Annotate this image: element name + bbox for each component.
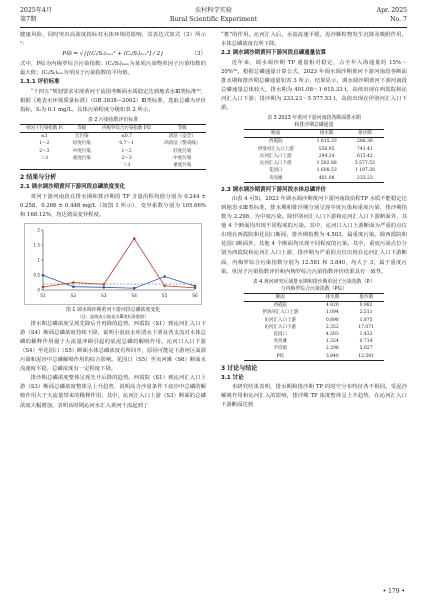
header-date: 2025年4月: [20, 7, 53, 14]
x-tick-label: S2: [70, 293, 77, 299]
series-line: [43, 239, 195, 288]
section-heading: 2 结果与分析: [20, 174, 57, 182]
section-heading: 2.3 调水调沙期黄河下游河段水体总磷评价: [221, 186, 327, 193]
table-row: [244, 167, 384, 174]
table-cell: 12.581: [358, 353, 374, 359]
table-cell: 沁河汇入口下游: [260, 161, 292, 167]
table-cell: 轻度污染: [72, 141, 91, 147]
table-cell: 1.324: [325, 339, 339, 345]
table4-caption: 表 4 黄河研究区域排水期和排沙期单因子污染指数（Pᵢ）: [252, 278, 376, 285]
table-cell: 夹河滩: [269, 175, 283, 181]
y-tick-label: 0.5: [33, 272, 40, 278]
table-header-cell: 排沙期: [348, 294, 384, 302]
table-row: [244, 175, 384, 183]
table-row: [244, 146, 384, 153]
section-heading: 3 讨论与结论: [221, 364, 258, 372]
table-cell: 4.503: [325, 332, 339, 338]
paragraph: 由表 4 可知，2023 年调水调沙期黄河下游河南段沿程TP 水质不能稳定达到地表水Ⅲ类标准。排水期和排沙期分别呈现中度污染和重度污染，排沙期指数为 2.298，为中度污染。除伊洛河汇入口下游和沁河汇入口下游断面外，其他 4 个断面均出现不同程度的污染。其中，沁河口入口上游断面为严重的点位出现在西霞院和花园口断面，排沙期指数为 4.503，属重度污染。除西霞院和花园口断面外，其他 4 个断面均出现不同程度的污染。其中，重度污染点位分别为西霞院和沁河汇入口上游，排沙期为严重的点位出现在沁河汇入口下游断面，内梅罗综合污染指数分别为 12.581 和 3.840，均大于 3，属于重度污染。单因子污染指数评价和内梅罗综合污染指数评价结果具有一致性。: [221, 196, 407, 275]
table-row: [244, 338, 384, 345]
table-header-cell: 内梅罗综合污染指数 P综: [95, 125, 159, 133]
table-cell: 轻度污染: [173, 148, 192, 154]
line-chart: [25, 224, 201, 304]
table-cell: 4.920: [325, 303, 339, 309]
table2: [20, 124, 206, 170]
paragraph: “十四五”规划要求实现黄河干流国考断面水质稳定达到地表水Ⅲ类标准¹⁰，根据《地表水环境质量标准》（GB 3838—2002）Ⅲ类标准，选取总磷为评价指标，Sᵢ为 0.1 mg/L，具体污染程度分级如表 2 所示。: [20, 88, 206, 113]
table-cell: 294.24: [318, 153, 335, 159]
table-cell: 1～2: [121, 148, 132, 154]
data-point: [42, 274, 45, 277]
y-tick-label: 1: [37, 257, 40, 263]
table-cell: 0.714: [359, 339, 373, 345]
table-cell: 2.352: [325, 324, 339, 330]
data-point: [163, 275, 166, 278]
table-cell: 沁河汇入口上游: [264, 317, 296, 323]
table-cell: ＞3: [122, 163, 131, 169]
table-header-cell: 单因子污染指数 Pᵢ: [20, 125, 69, 133]
paragraph: 排水期总磷浓度呈现先降后升再降的趋势。西霞院（S1）到沁河汇入口下游（S4）断面总磷浓度持续下降，说明小浪底水库清水下泄及各支流对水体总磷的稀释作用强于大流量冲刷引起的底泥总磷的解吸作用。沁河口入口下游（S4）至花园口（S5）断面水体总磷浓度有所回升，原因可能是下游河区面源污染和泥沙中总磷解吸作用的综合影响。花园口（S5）至夹河滩（S6）断面水流速度平稳，总磷浓度有一定程度下降。: [20, 321, 206, 373]
table-cell: 3.840: [325, 353, 339, 359]
table-header-cell: 等级: [69, 125, 95, 133]
data-point: [133, 287, 136, 290]
table-cell: 0.982: [359, 303, 373, 309]
table-row: [244, 302, 384, 310]
table-cell: ＞3: [40, 155, 48, 161]
table-cell: 清洁（安全）: [168, 134, 196, 140]
table-cell: 西霞院: [269, 139, 283, 145]
section-heading: 2.2 调水调沙期黄河下游河段总磷通量估算: [221, 50, 327, 57]
table-cell: 花园口: [273, 332, 287, 338]
paragraph: 黄河下游河南段在排水期和排沙期的 TP 含量沿程均值分别为 0.244 ± 0.258、0.266 ± 0.448 mg/L（如图 1 所示），变异系数分别为 105.66% 和 168.12%，均达到高变异程度。: [20, 193, 206, 218]
table-cell: 中度污染: [173, 155, 192, 161]
table-header-cell: 断面: [244, 130, 308, 138]
table-cell: 沁河汇入口上游: [260, 153, 292, 159]
table-cell: 2.298: [325, 346, 339, 352]
table3-caption-line2: 和排沙期总磷通量: [294, 122, 334, 129]
paragraph: 式中，P综为内梅罗综合污染指数；(Cᵢ/Sᵢ)ₘₐₓ为某项污染物单因子污染指数的最大值；(Cᵢ/Sᵢ)ₐᵥₑ为单因子污染指数的平均值。: [20, 61, 206, 77]
table-row: [20, 162, 206, 170]
table-header-cell: 断面: [244, 294, 316, 302]
y-tick-label: 2: [37, 227, 40, 233]
data-point: [103, 286, 106, 289]
table-cell: 无污染: [74, 134, 89, 140]
x-tick-label: S6: [192, 293, 198, 299]
figure1-note: （注：虚线表示地表水Ⅲ类标准限值）: [77, 314, 149, 320]
table-cell: 夹河滩: [273, 339, 287, 345]
table-cell: 233.23: [357, 175, 373, 181]
table-cell: 1 608.53: [316, 168, 337, 174]
table-cell: 沁河汇入口下游: [264, 324, 296, 330]
table-row: [244, 345, 384, 352]
table-row: [20, 133, 206, 141]
table-cell: 2.511: [359, 310, 373, 316]
table-row: [244, 160, 384, 167]
figure1-caption: 图 1 调水调沙期黄河下游河段总磷浓度变化: [65, 306, 161, 313]
table-cell: 花园口: [269, 168, 283, 174]
table3-caption: 表 3 2023 年黄河下游河南段各断面排水期: [267, 114, 361, 121]
table-row: [20, 140, 206, 147]
data-point: [194, 286, 197, 289]
table4: [244, 293, 384, 361]
right-column: [221, 31, 407, 411]
table-row: [20, 155, 206, 162]
data-point: [72, 285, 75, 288]
table-header-cell: 排水期: [308, 130, 346, 138]
table-cell: 5 577.53: [354, 161, 375, 167]
x-tick-label: S1: [40, 293, 46, 299]
table-cell: 1～2: [39, 141, 50, 147]
paragraph: “蓄”的作用。沁河汇入后，水流流速平缓，泥沙颗粒物发生沉降及吸附作用，水体总磷浓度有所下降。: [221, 32, 407, 48]
left-column: [20, 31, 206, 411]
table-cell: 重度污染: [173, 163, 192, 169]
table-row: [244, 153, 384, 160]
table-cell: 中度污染: [72, 148, 91, 154]
header-rule: [20, 27, 407, 28]
table-cell: [20, 162, 69, 170]
table-header-cell: 排水期: [316, 294, 348, 302]
header-date-en: Apr. 2025: [376, 7, 407, 14]
table-row: [244, 138, 384, 146]
table-cell: 2～3: [121, 155, 132, 161]
x-tick-label: S4: [131, 293, 137, 299]
paragraph: 本研究结果表明，排水期和排沙期 TP 的时空分布特征各不相同。受泥沙解吸作用和沁河汇入的影响，排沙期 TP 浓度整体呈上升趋势，在沁河汇入口下游断面达到: [221, 384, 407, 409]
table-cell: 556.93: [318, 146, 335, 152]
header-issue-en: No. 7: [390, 16, 407, 23]
table-cell: 5.027: [359, 346, 373, 352]
data-point: [42, 286, 45, 289]
table2-caption: 表 2 污染指数评价标准: [87, 116, 139, 123]
table-row: [244, 317, 384, 324]
table4-caption-line2: 与内梅罗综合污染指数（P综）: [280, 285, 348, 292]
data-point: [133, 237, 136, 240]
paragraph: 近年来，调水调沙期 TP 通量相对稳定，占全年入海通量的 15%～20%²³。根据总磷通量计算公式，2023 年调水调沙期黄河下游河南段各断面排水期和排沙期总磷通量如表 3 所示，结果显示，调水调沙期黄河下游河南段总磷通量总体较大，排水期为 401.08～1 615.33 t，高值出现在西霞院和沁河汇入口下游；排沙期为 233.23～5 577.53 t，高值出现在伊洛河汇入口下游。: [221, 59, 407, 111]
table-cell: 401.08: [318, 175, 335, 181]
table-cell: 17.071: [358, 324, 374, 330]
equation-number: （3）: [191, 51, 206, 58]
table-row: [244, 331, 384, 338]
table-cell: 西霞院: [273, 303, 287, 309]
paragraph: 健康风险，同时突出高浓度指标对水体环境的影响，其表达式如式（3）所示¹：: [20, 32, 206, 48]
journal-title-cn: 农村科学实验: [194, 7, 233, 14]
table-cell: 741.41: [357, 146, 373, 152]
formula-expression: P综 = √{[(Cᵢ/Sᵢ)ₘₐₓ² + (Cᵢ/Sᵢ)ₐᵥₑ²] / 2}: [62, 51, 164, 58]
table-cell: 重度污染: [72, 155, 91, 161]
table-header-cell: 排沙期: [346, 130, 384, 138]
table-cell: 286.36: [357, 139, 373, 145]
table-cell: 0.7～1: [119, 141, 134, 147]
section-heading: 3.1 讨论: [221, 374, 244, 381]
table-cell: 1 502.88: [316, 161, 337, 167]
table-cell: 平均值: [273, 346, 287, 352]
table-cell: P综: [276, 353, 284, 359]
x-tick-label: S3: [101, 293, 107, 299]
table-header-cell: 等级: [158, 125, 206, 133]
data-point: [103, 283, 106, 286]
table3: [244, 129, 384, 182]
y-tick-label: 0: [37, 287, 40, 293]
section-heading: 1.3.1 评价标准: [20, 79, 60, 86]
table-cell: 0.898: [325, 317, 339, 323]
data-point: [72, 281, 75, 284]
table-row: [244, 353, 384, 361]
x-tick-label: S5: [161, 293, 168, 299]
y-tick-label: 1.5: [33, 242, 40, 248]
table-cell: 1.432: [359, 332, 373, 338]
table-cell: 1.094: [325, 310, 339, 316]
table-cell: [69, 162, 95, 170]
table-cell: 伊洛河汇入口上游: [257, 146, 294, 152]
paragraph: 排沙期总磷浓度整体呈现先升后降的趋势。西霞院（S1）到沁河汇入口上游（S3）断面总磷浓度整体呈上升趋势，说明高含沙量条件下底沙中总磷的解吸作用大于大流量带来的稀释作用。其中，沁河汇入口上游（S3）断面的总磷浓度大幅增加，表明该时期沁河水汇入黄河干流起到了: [20, 375, 206, 409]
table-cell: ≤0.7: [121, 134, 133, 140]
table-cell: 1 197.28: [354, 168, 375, 174]
table-cell: 1.875: [359, 317, 373, 323]
table-row: [244, 309, 384, 316]
journal-title-en: Rural Scientific Experiment: [169, 16, 258, 23]
data-point: [163, 284, 166, 287]
table-cell: 伊洛河汇入口上游: [262, 310, 299, 316]
table-cell: 2～3: [39, 148, 50, 154]
figure1-chart: [24, 223, 202, 305]
table-cell: 615.42: [357, 153, 373, 159]
page-number: • 179 •: [382, 588, 405, 595]
section-heading: 2.1 调水调沙期黄河下游河段总磷浓度变化: [20, 184, 126, 191]
table-cell: 尚清洁（警戒线）: [164, 141, 201, 147]
table-cell: ≤1: [40, 134, 48, 140]
table-row: [20, 148, 206, 155]
table-row: [244, 324, 384, 331]
table-cell: 1 615.33: [316, 139, 337, 145]
header-issue: 第7期: [20, 16, 37, 23]
nemerow-formula: [20, 49, 206, 60]
